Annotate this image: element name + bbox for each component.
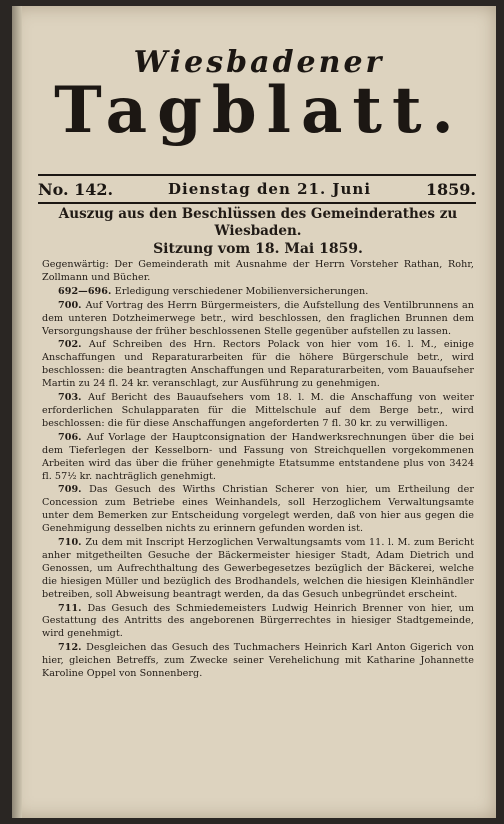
dateline	[38, 174, 476, 204]
issue-year: 1859.	[425, 179, 476, 199]
resolution-number: 700.	[58, 299, 86, 311]
resolution-paragraph	[42, 300, 474, 339]
masthead-title-main: Tagblatt.	[54, 73, 464, 148]
resolution-number: 692—696.	[58, 285, 115, 297]
resolution-text: Auf Bericht des Bauaufsehers vom 18. l. M. die Anschaffung von weiter erforderlichen Schulapparaten für die Mittelschule auf dem Berge betr., wird beschlossen: die für diese Anschaffungen angeforderten 7 fl. 30 kr. zu verwilligen.	[42, 392, 474, 429]
resolution-text: Desgleichen das Gesuch des Tuchmachers Heinrich Karl Anton Gigerich von hier, gleichen Betreffs, zum Zwecke seiner Verehelichung mit Katharine Johannette Karoline Oppel von Sonnenberg.	[42, 642, 474, 680]
masthead	[22, 45, 496, 148]
resolution-paragraph	[42, 286, 474, 299]
article-heading: Auszug aus den Beschlüssen des Gemeinderathes zu Wiesbaden.	[58, 206, 458, 239]
resolution-text: Zu dem mit Inscript Herzoglichen Verwaltungsamts vom 11. l. M. zum Bericht anher mitgetheilten Gesuche der Bäckermeister hiesiger Stadt, Adam Dietrich und Genossen, um Aufrechthaltung des Gewerbegesetzes bezüglich der Bäckerei, welche die hiesigen Müller und bezüglich des Brodhandels, welchen die hiesigen Kleinhändler betreiben, soll Abweisung beantragt werden, da das Gesuch unbegründet erscheint.	[42, 537, 474, 600]
resolution-paragraph	[42, 537, 474, 602]
newspaper-page	[12, 6, 496, 818]
resolution-paragraph	[42, 484, 474, 536]
resolution-text: Auf Vortrag des Herrn Bürgermeisters, die Aufstellung des Ventilbrunnens an dem unteren Dotzheimerwege betr., wird beschlossen, den fraglichen Brunnen dem Versorgungshause der früher beschlossenen Stelle gegenüber aufstellen zu lassen.	[42, 299, 474, 337]
resolution-paragraph	[42, 339, 474, 391]
resolution-number: 703.	[58, 392, 89, 404]
resolution-paragraph	[42, 432, 474, 484]
resolution-number: 711.	[58, 602, 88, 614]
resolution-text: Auf Schreiben des Hrn. Rectors Polack von hier vom 16. l. M., einige Anschaffungen und Reparaturarbeiten für die höhere Bürgerschule betr., wird beschlossen: die beantragten Anschaffungen und Reparaturarbeiten, vom Bauaufseher Martin zu 24 fl. 24 kr. veranschlagt, zur Ausführung zu genehmigen.	[42, 339, 474, 390]
resolution-number: 710.	[58, 537, 86, 549]
resolution-paragraph	[42, 642, 474, 681]
resolution-paragraph	[42, 603, 474, 642]
resolution-text: Auf Vorlage der Hauptconsignation der Handwerksrechnungen über die bei dem Tieferlegen der Kesselborn- und Fassung von Streichquellen vorgekommenen Arbeiten wird das über die früher genehmigte Etatsumme entstandene plus von 3424 fl. 57½ kr. nachträglich genehmigt.	[42, 431, 474, 482]
article	[42, 206, 474, 682]
issue-number: No. 142.	[38, 179, 114, 199]
resolution-number: 709.	[58, 484, 90, 496]
session-heading: Sitzung vom 18. Mai 1859.	[153, 241, 363, 257]
masthead-title-top: Wiesbadener	[133, 45, 385, 80]
resolution-paragraph	[42, 392, 474, 431]
resolution-number: 706.	[58, 431, 87, 443]
resolution-list	[42, 286, 474, 681]
attendance-paragraph: Gegenwärtig: Der Gemeinderath mit Ausnahme der Herrn Vorsteher Rathan, Rohr, Zollmann und Bücher.	[42, 259, 474, 283]
resolution-text: Erledigung verschiedener Mobilienversicherungen.	[114, 285, 369, 297]
resolution-number: 702.	[58, 339, 89, 351]
resolution-text: Das Gesuch des Schmiedemeisters Ludwig Heinrich Brenner von hier, um Gestattung des Antritts des angeborenen Bürgerrechtes in hiesiger Stadtgemeinde, wird genehmigt.	[42, 602, 474, 640]
resolution-number: 712.	[58, 642, 87, 654]
issue-date: Dienstag den 21. Juni	[167, 180, 372, 198]
page-binding-edge	[12, 6, 22, 818]
resolution-text: Das Gesuch des Wirths Christian Scherer von hier, um Ertheilung der Concession zum Betriebe eines Weinhandels, soll Herzoglichem Verwaltungsamte unter dem Bemerken zur Entscheidung vorgelegt werden, daß von hier aus gegen die Genehmigung desselben nichts zu erinnern gefunden worden ist.	[42, 484, 474, 535]
